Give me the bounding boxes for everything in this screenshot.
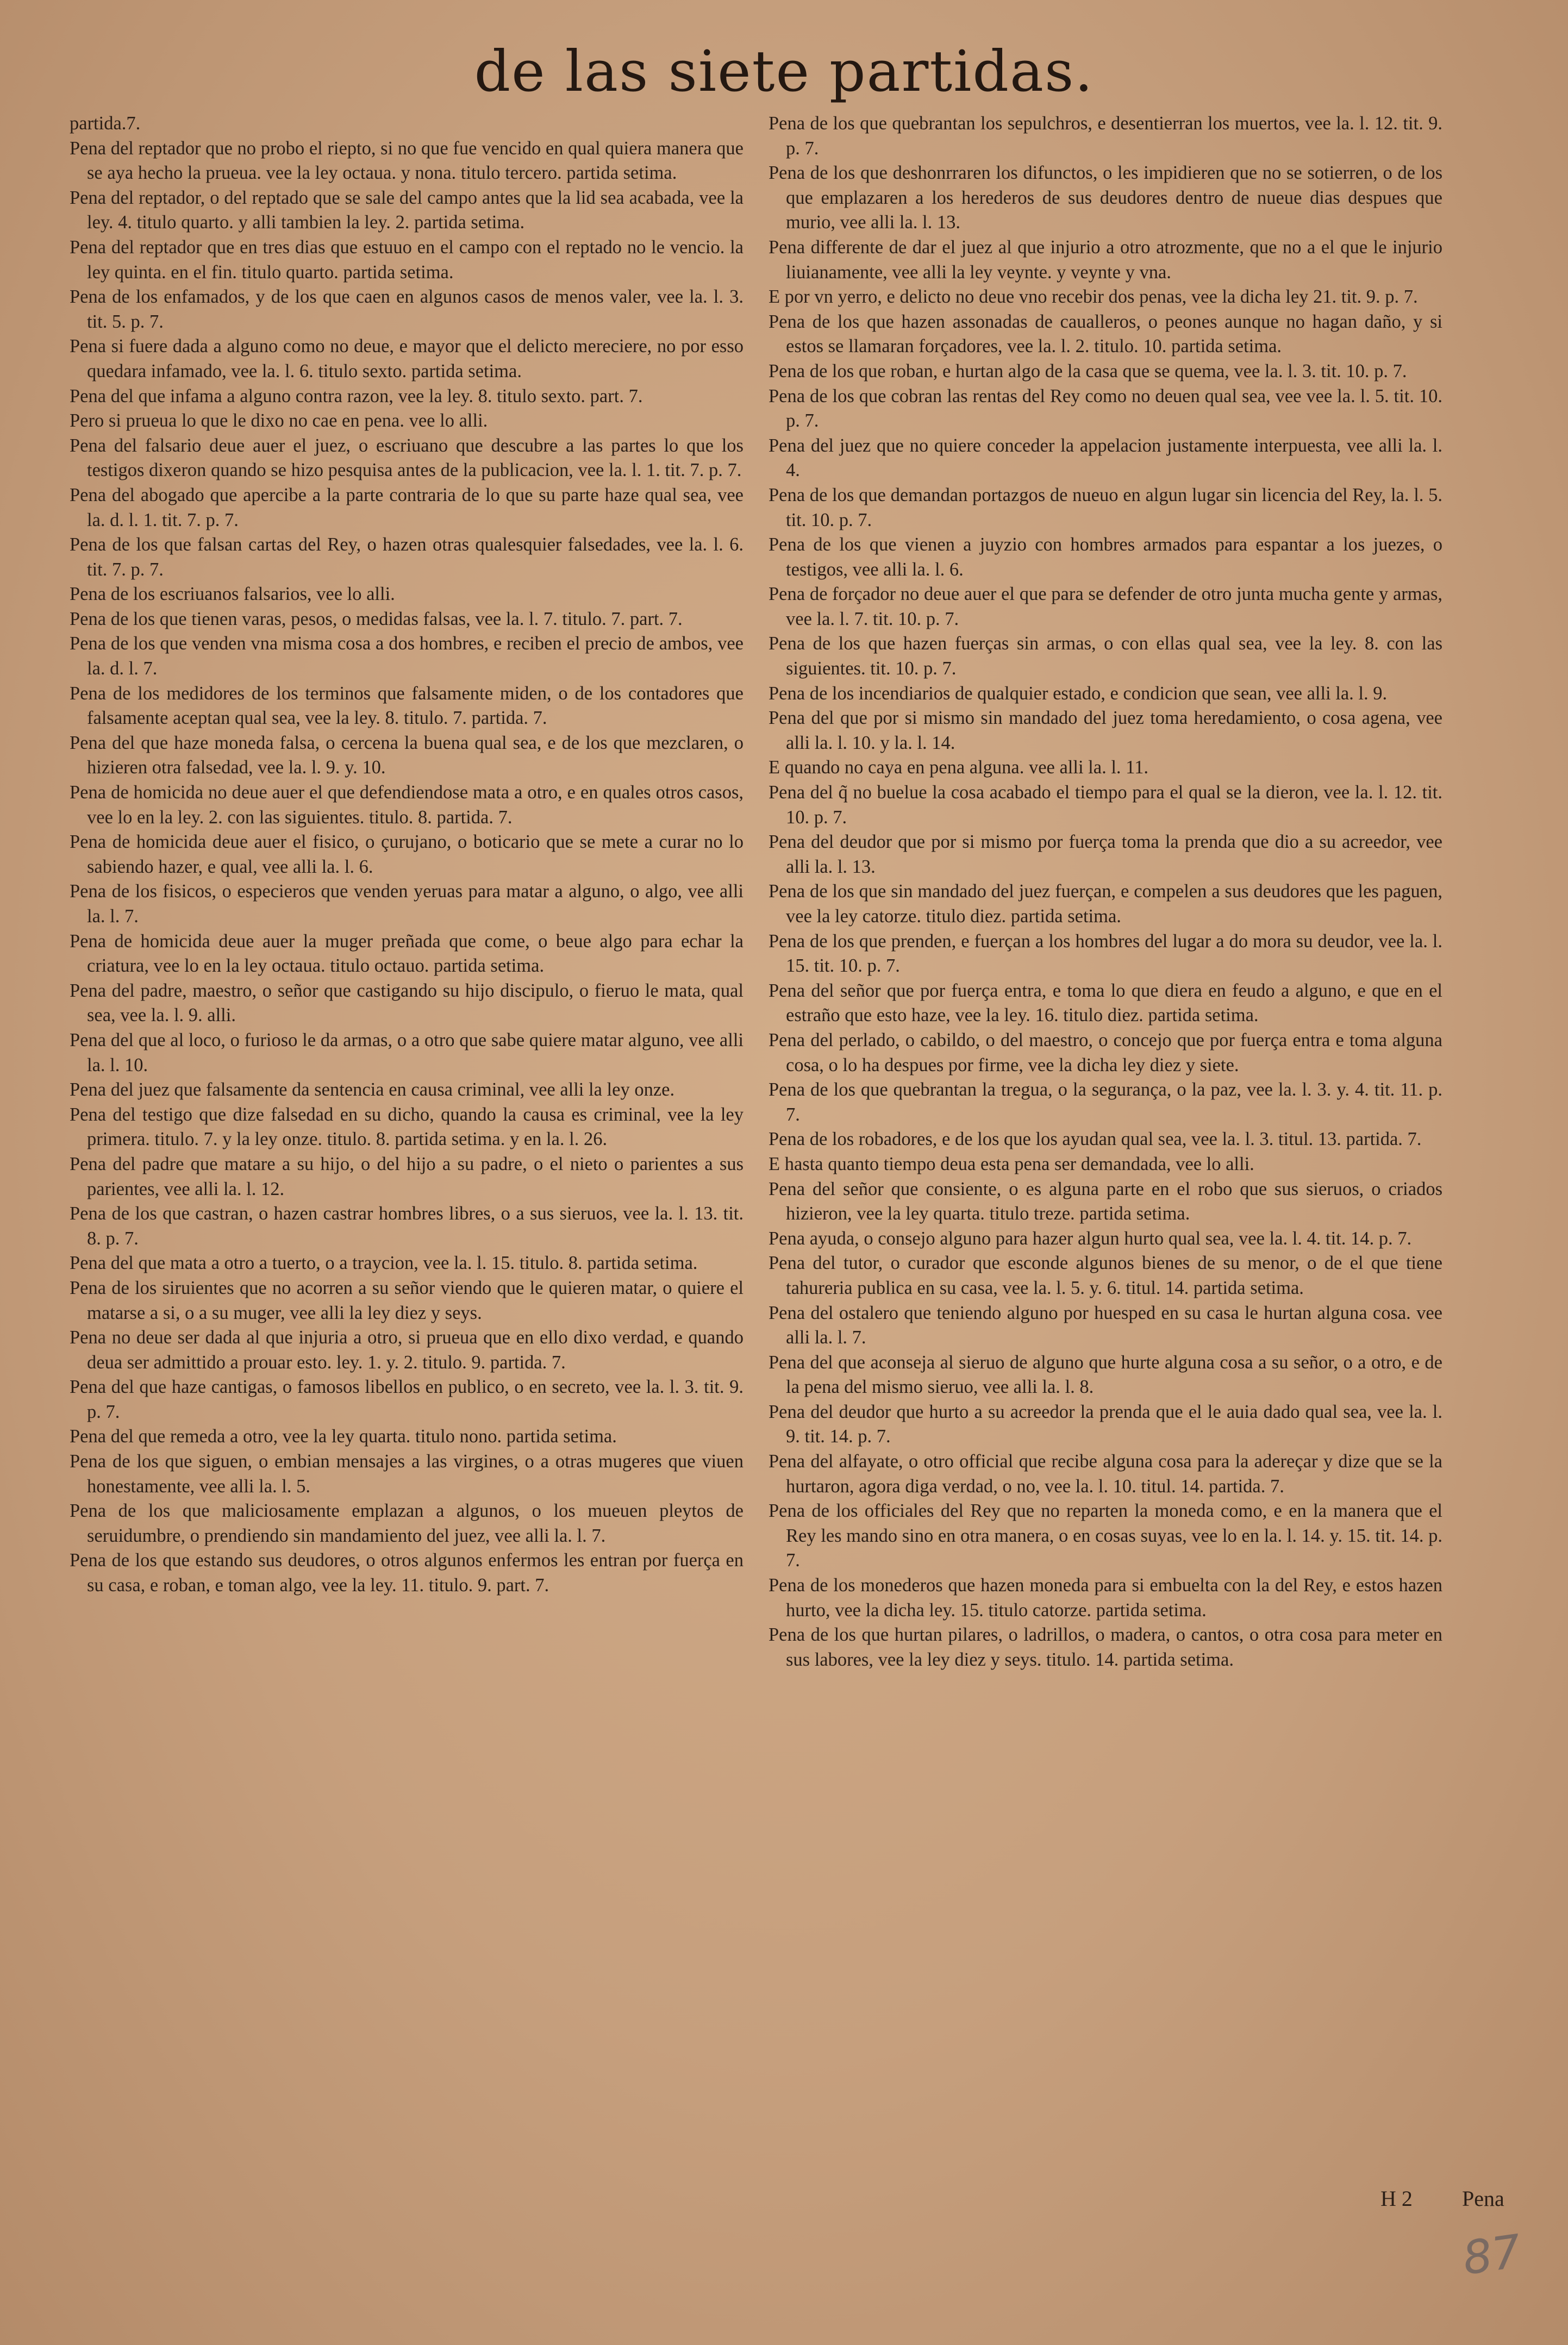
catchword: Pena bbox=[1462, 2186, 1504, 2211]
index-entry: Pena del padre que matare a su hijo, o del hijo a su padre, o el nieto o parientes a sus parientes, vee alli la. l. 12. bbox=[70, 1153, 744, 1199]
index-entry: Pena del reptador, o del reptado que se sale del campo antes que la lid sea acabada, vee la ley. 4. titulo quarto. y alli tambien la ley. 2. partida setima. bbox=[70, 187, 744, 233]
index-entry: Pena del que al loco, o furioso le da armas, o a otro que sabe quiere matar alguno, vee alli la. l. 10. bbox=[70, 1029, 744, 1075]
index-entry: E hasta quanto tiempo deua esta pena ser demandada, vee lo alli. bbox=[769, 1153, 1254, 1174]
index-entry: Pena del señor que por fuerça entra, e toma lo que diera en feudo a alguno, e que en el estraño que esto haze, vee la ley. 16. titulo diez. partida setima. bbox=[769, 980, 1442, 1026]
index-entry: Pena del juez que falsamente da sentencia en causa criminal, vee alli la ley onze. bbox=[70, 1079, 675, 1100]
index-entry: Pena de los que sin mandado del juez fuerçan, e compelen a sus deudores que les paguen, vee la ley catorze. titulo diez. partida setima. bbox=[769, 881, 1442, 927]
index-entry: Pena de los que siguen, o embian mensajes a las virgines, o a otras mugeres que viuen honestamente, vee alli la. l. 5. bbox=[70, 1451, 744, 1497]
index-entry: Pena no deue ser dada al que injuria a otro, si prueua que en ello dixo verdad, e quando deua ser admittido a prouar esto. ley. 1. y. 2. titulo. 9. partida. 7. bbox=[70, 1327, 744, 1373]
running-head: de las siete partidas. bbox=[474, 38, 1094, 104]
index-entry: Pena differente de dar el juez al que injurio a otro atrozmente, que no a el que le injurio liuianamente, vee alli la ley veynte. y veynte y vna. bbox=[769, 236, 1442, 283]
index-entry: Pena del falsario deue auer el juez, o escriuano que descubre a las partes lo que los testigos dixeron quando se hizo pesquisa antes de la publicacion, vee la. l. 1. tit. 7. p. 7. bbox=[70, 435, 744, 481]
index-entry: Pena de los que tienen varas, pesos, o medidas falsas, vee la. l. 7. titulo. 7. part. 7. bbox=[70, 608, 683, 629]
index-entry: Pena de los robadores, e de los que los ayudan qual sea, vee la. l. 3. titul. 13. partida. 7. bbox=[769, 1129, 1422, 1150]
index-entry: Pena de los monederos que hazen moneda para si embuelta con la del Rey, e estos hazen hurto, vee la dicha ley. 15. titulo catorze. partida setima. bbox=[769, 1575, 1442, 1621]
index-entry: E por vn yerro, e delicto no deue vno recebir dos penas, vee la dicha ley 21. tit. 9. p. 7. bbox=[769, 286, 1418, 308]
index-entry: Pena de los que venden vna misma cosa a dos hombres, e reciben el precio de ambos, vee la. d. l. 7. bbox=[70, 633, 744, 679]
index-entry: Pena del ostalero que teniendo alguno por huesped en su casa le hurtan alguna cosa. vee alli la. l. 7. bbox=[769, 1302, 1442, 1348]
index-entry: Pena de homicida deue auer la muger preñada que come, o beue algo para echar la criatura, vee lo en la ley octaua. titulo octauo. partida setima. bbox=[70, 930, 744, 977]
index-entry: Pena de los que hurtan pilares, o ladrillos, o madera, o cantos, o otra cosa para meter en sus labores, vee la ley diez y seys. titulo. 14. partida setima. bbox=[769, 1624, 1442, 1670]
index-entry: Pena de los que quebrantan los sepulchros, e desentierran los muertos, vee la. l. 12. tit. 9. p. 7. bbox=[769, 113, 1442, 159]
index-entry: Pena de los que estando sus deudores, o otros algunos enfermos les entran por fuerça en su casa, e roban, e toman algo, vee la ley. 11. titulo. 9. part. 7. bbox=[70, 1550, 744, 1596]
index-entry: Pena del perlado, o cabildo, o del maestro, o concejo que por fuerça entra e toma alguna cosa, o lo ha despues por firme, vee la dicha ley diez y siete. bbox=[769, 1029, 1442, 1075]
index-entry: Pena de los que vienen a juyzio con hombres armados para espantar a los juezes, o testigos, vee alli la. l. 6. bbox=[769, 534, 1442, 580]
index-entry: Pena del que haze cantigas, o famosos libellos en publico, o en secreto, vee la. l. 3. tit. 9. p. 7. bbox=[70, 1377, 744, 1422]
index-entry: Pena de homicida deue auer el fisico, o çurujano, o boticario que se mete a curar no lo sabiendo hazer, e qual, vee alli la. l. 6. bbox=[70, 831, 744, 877]
index-entry: Pena de homicida no deue auer el que defendiendose mata a otro, e en quales otros casos, vee lo en la ley. 2. con las siguientes. titulo. 8. partida. 7. bbox=[70, 782, 744, 828]
index-entry: Pena del testigo que dize falsedad en su dicho, quando la causa es criminal, vee la ley primera. titulo. 7. y la ley onze. titulo. 8. partida setima. y en la. l. 26. bbox=[70, 1104, 744, 1150]
index-entry: Pena del alfayate, o otro official que recibe alguna cosa para la adereçar y dize que se la hurtaron, agora diga verdad, o no, vee la. l. 10. titul. 14. partida. 7. bbox=[769, 1451, 1442, 1497]
index-entry: Pena de los siruientes que no acorren a su señor viendo que le quieren matar, o quiere el matarse a si, o a su muger, vee alli la ley diez y seys. bbox=[70, 1277, 744, 1323]
index-entry: Pena de los que deshonrraren los difunctos, o les impidieren que no se sotierren, o de los que emplazaren a los herederos de sus deudores dentro de nueue dias despues que murio, vee alli la. l. 13. bbox=[769, 162, 1442, 233]
index-entry: Pena del que haze moneda falsa, o cercena la buena qual sea, e de los que mezclaren, o hizieren otra falsedad, vee la. l. 9. y. 10. bbox=[70, 732, 744, 778]
signature-mark: H 2 bbox=[1380, 2186, 1413, 2211]
index-entry: Pena de los que falsan cartas del Rey, o hazen otras qualesquier falsedades, vee la. l. 6. tit. 7. p. 7. bbox=[70, 534, 744, 580]
left-column bbox=[70, 111, 744, 2171]
index-entry: Pena de los incendiarios de qualquier estado, e condicion que sean, vee alli la. l. 9. bbox=[769, 683, 1388, 704]
index-entry: Pena del q̃ no buelue la cosa acabado el tiempo para el qual se la dieron, vee la. l. 12. tit. 10. p. 7. bbox=[769, 782, 1442, 828]
index-entry: Pena de los que hazen fuerças sin armas, o con ellas qual sea, vee la ley. 8. con las siguientes. tit. 10. p. 7. bbox=[769, 633, 1442, 679]
index-entry: Pena de los que hazen assonadas de caualleros, o peones aunque no hagan daño, y si estos se llamaran forçadores, vee la. l. 2. titulo. 10. partida setima. bbox=[769, 311, 1442, 357]
index-entry: Pena de los fisicos, o especieros que venden yeruas para matar a alguno, o algo, vee alli la. l. 7. bbox=[70, 881, 744, 927]
index-entry: Pena del tutor, o curador que esconde algunos bienes de su menor, o de el que tiene tahureria publica en su casa, vee la. l. 5. y. 6. titul. 14. partida setima. bbox=[769, 1253, 1442, 1298]
index-entry: Pena del reptador que no probo el riepto, si no que fue vencido en qual quiera manera que se aya hecho la prueua. vee la ley octaua. y nona. titulo tercero. partida setima. bbox=[70, 137, 744, 184]
index-entry: Pero si prueua lo que le dixo no cae en pena. vee lo alli. bbox=[70, 410, 488, 432]
index-entry: Pena de los que prenden, e fuerçan a los hombres del lugar a do mora su deudor, vee la. l. 15. tit. 10. p. 7. bbox=[769, 930, 1442, 977]
right-column bbox=[769, 111, 1442, 2171]
handwritten-folio-number: 87 bbox=[1459, 2224, 1525, 2285]
index-entry: Pena de los que castran, o hazen castrar hombres libres, o a sus sieruos, vee la. l. 13. tit. 8. p. 7. bbox=[70, 1203, 744, 1249]
index-entry: partida.7. bbox=[70, 113, 141, 134]
index-entry: Pena de los officiales del Rey que no reparten la moneda como, e en la manera que el Rey les mando sino en otra manera, o en cosas suyas, vee lo en la. l. 14. y. 15. tit. 14. p. 7. bbox=[769, 1500, 1442, 1571]
index-entry: Pena de los que roban, e hurtan algo de la casa que se quema, vee la. l. 3. tit. 10. p. 7. bbox=[769, 360, 1407, 382]
index-entry: Pena del padre, maestro, o señor que castigando su hijo discipulo, o fieruo le mata, qual sea, vee la. l. 9. alli. bbox=[70, 980, 744, 1026]
index-entry: E quando no caya en pena alguna. vee alli la. l. 11. bbox=[769, 757, 1148, 778]
index-entry: Pena de los que demandan portazgos de nueuo en algun lugar sin licencia del Rey, la. l. 5. tit. 10. p. 7. bbox=[769, 484, 1442, 530]
index-entry: Pena del señor que consiente, o es alguna parte en el robo que sus sieruos, o criados hizieron, vee la ley quarta. titulo treze. partida setima. bbox=[769, 1178, 1442, 1224]
index-entry: Pena del juez que no quiere conceder la appelacion justamente interpuesta, vee alli la. l. 4. bbox=[769, 435, 1442, 481]
index-entry: Pena del deudor que hurto a su acreedor la prenda que el le auia dado qual sea, vee la. l. 9. tit. 14. p. 7. bbox=[769, 1401, 1442, 1447]
index-entry: Pena de los escriuanos falsarios, vee lo alli. bbox=[70, 584, 395, 605]
index-entry: Pena ayuda, o consejo alguno para hazer algun hurto qual sea, vee la. l. 4. tit. 14. p. 7. bbox=[769, 1228, 1412, 1249]
index-entry: Pena de los enfamados, y de los que caen en algunos casos de menos valer, vee la. l. 3. tit. 5. p. 7. bbox=[70, 286, 744, 332]
index-entry: Pena del reptador que en tres dias que estuuo en el campo con el reptado no le vencio. la ley quinta. en el fin. titulo quarto. partida setima. bbox=[70, 236, 744, 283]
index-entry: Pena de los medidores de los terminos que falsamente miden, o de los contadores que falsamente aceptan qual sea, vee la ley. 8. titulo. 7. partida. 7. bbox=[70, 683, 744, 729]
index-entry: Pena del que por si mismo sin mandado del juez toma heredamiento, o cosa agena, vee alli la. l. 10. y la. l. 14. bbox=[769, 708, 1442, 753]
index-entry: Pena si fuere dada a alguno como no deue, e mayor que el delicto mereciere, no por esso quedara infamado, vee la. l. 6. titulo sexto. partida setima. bbox=[70, 336, 744, 382]
index-entry: Pena del deudor que por si mismo por fuerça toma la prenda que dio a su acreedor, vee alli la. l. 13. bbox=[769, 831, 1442, 877]
index-entry: Pena de forçador no deue auer el que para se defender de otro junta mucha gente y armas, vee la. l. 7. tit. 10. p. 7. bbox=[769, 584, 1442, 629]
index-entry: Pena de los que cobran las rentas del Rey como no deuen qual sea, vee vee la. l. 5. tit. 10. p. 7. bbox=[769, 385, 1442, 432]
index-entry: Pena del que remeda a otro, vee la ley quarta. titulo nono. partida setima. bbox=[70, 1426, 617, 1447]
index-entry: Pena del que mata a otro a tuerto, o a traycion, vee la. l. 15. titulo. 8. partida setima. bbox=[70, 1253, 698, 1274]
index-entry: Pena del que aconseja al sieruo de alguno que hurte alguna cosa a su señor, o a otro, e de la pena del mismo sieruo, vee alli la. l. 8. bbox=[769, 1352, 1442, 1398]
index-entry: Pena del abogado que apercibe a la parte contraria de lo que su parte haze qual sea, vee la. d. l. 1. tit. 7. p. 7. bbox=[70, 484, 744, 530]
index-entry: Pena de los que maliciosamente emplazan a algunos, o los mueuen pleytos de seruidumbre, o prendiendo sin mandamiento del juez, vee alli la. l. 7. bbox=[70, 1500, 744, 1546]
index-entry: Pena del que infama a alguno contra razon, vee la ley. 8. titulo sexto. part. 7. bbox=[70, 385, 643, 407]
index-entry: Pena de los que quebrantan la tregua, o la segurança, o la paz, vee la. l. 3. y. 4. tit. 11. p. 7. bbox=[769, 1079, 1442, 1125]
